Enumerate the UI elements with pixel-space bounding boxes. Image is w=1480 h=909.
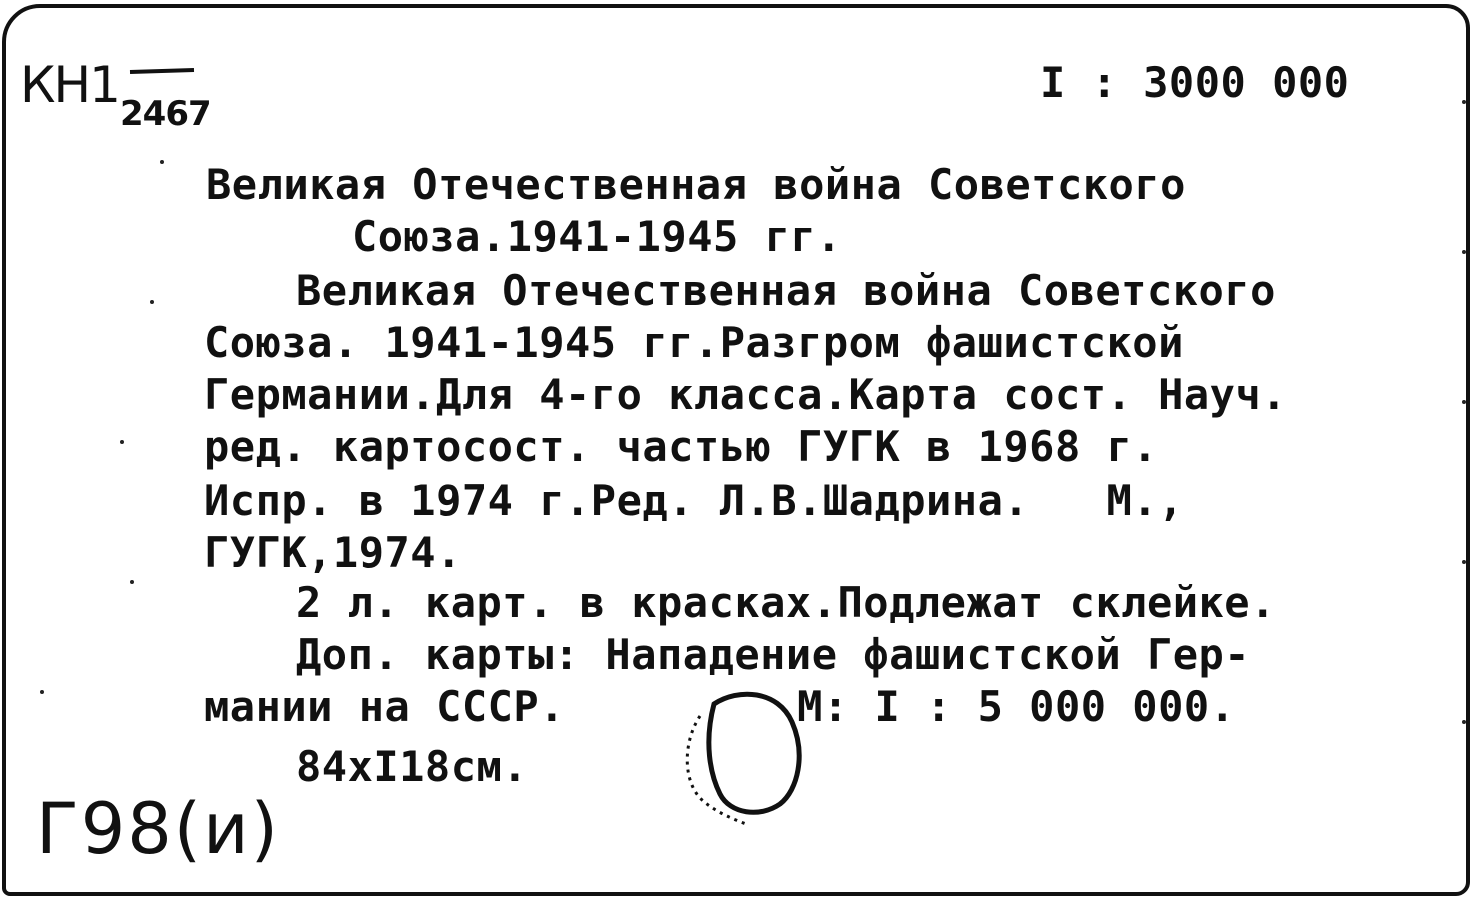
description-line: Великая Отечественная война Советского (296, 266, 1276, 315)
punch-hole (660, 682, 820, 842)
scan-speck (40, 690, 44, 694)
description-line: ГУГК,1974. (204, 528, 462, 577)
shelf-mark: Г98(и) (36, 788, 280, 870)
scan-speck (130, 580, 134, 584)
description-line: Германии.Для 4-го класса.Карта сост. Науч. (204, 370, 1288, 419)
scan-speck (160, 160, 164, 164)
scan-speck (1462, 250, 1466, 254)
call-number: КН1 (20, 56, 119, 114)
scan-speck (1462, 560, 1466, 564)
physical-description: 2 л. карт. в красках.Подлежат склейке. (296, 578, 1276, 627)
description-line: Союза. 1941-1945 гг.Разгром фашистской (204, 318, 1184, 367)
scan-speck (1462, 400, 1466, 404)
map-scale: I : 3000 000 (1040, 58, 1350, 107)
additional-maps-line-2: мании на СССР. М: I : 5 000 000. (204, 682, 1236, 731)
scan-speck (150, 300, 154, 304)
map-size: 84хI18см. (296, 742, 529, 791)
heading-line-2: Союза.1941-1945 гг. (352, 212, 842, 261)
call-number-fraction-line (128, 66, 198, 78)
description-line: Испр. в 1974 г.Ред. Л.В.Шадрина. М., (204, 476, 1184, 525)
scan-speck (120, 440, 124, 444)
scan-speck (1462, 720, 1466, 724)
scan-speck (1462, 100, 1466, 104)
heading-line-1: Великая Отечественная война Советского (206, 160, 1186, 209)
additional-maps-line-1: Доп. карты: Нападение фашистской Гер- (296, 630, 1251, 679)
description-line: ред. картосост. частью ГУГК в 1968 г. (204, 422, 1159, 471)
call-number-sub: 2467 (120, 94, 211, 134)
